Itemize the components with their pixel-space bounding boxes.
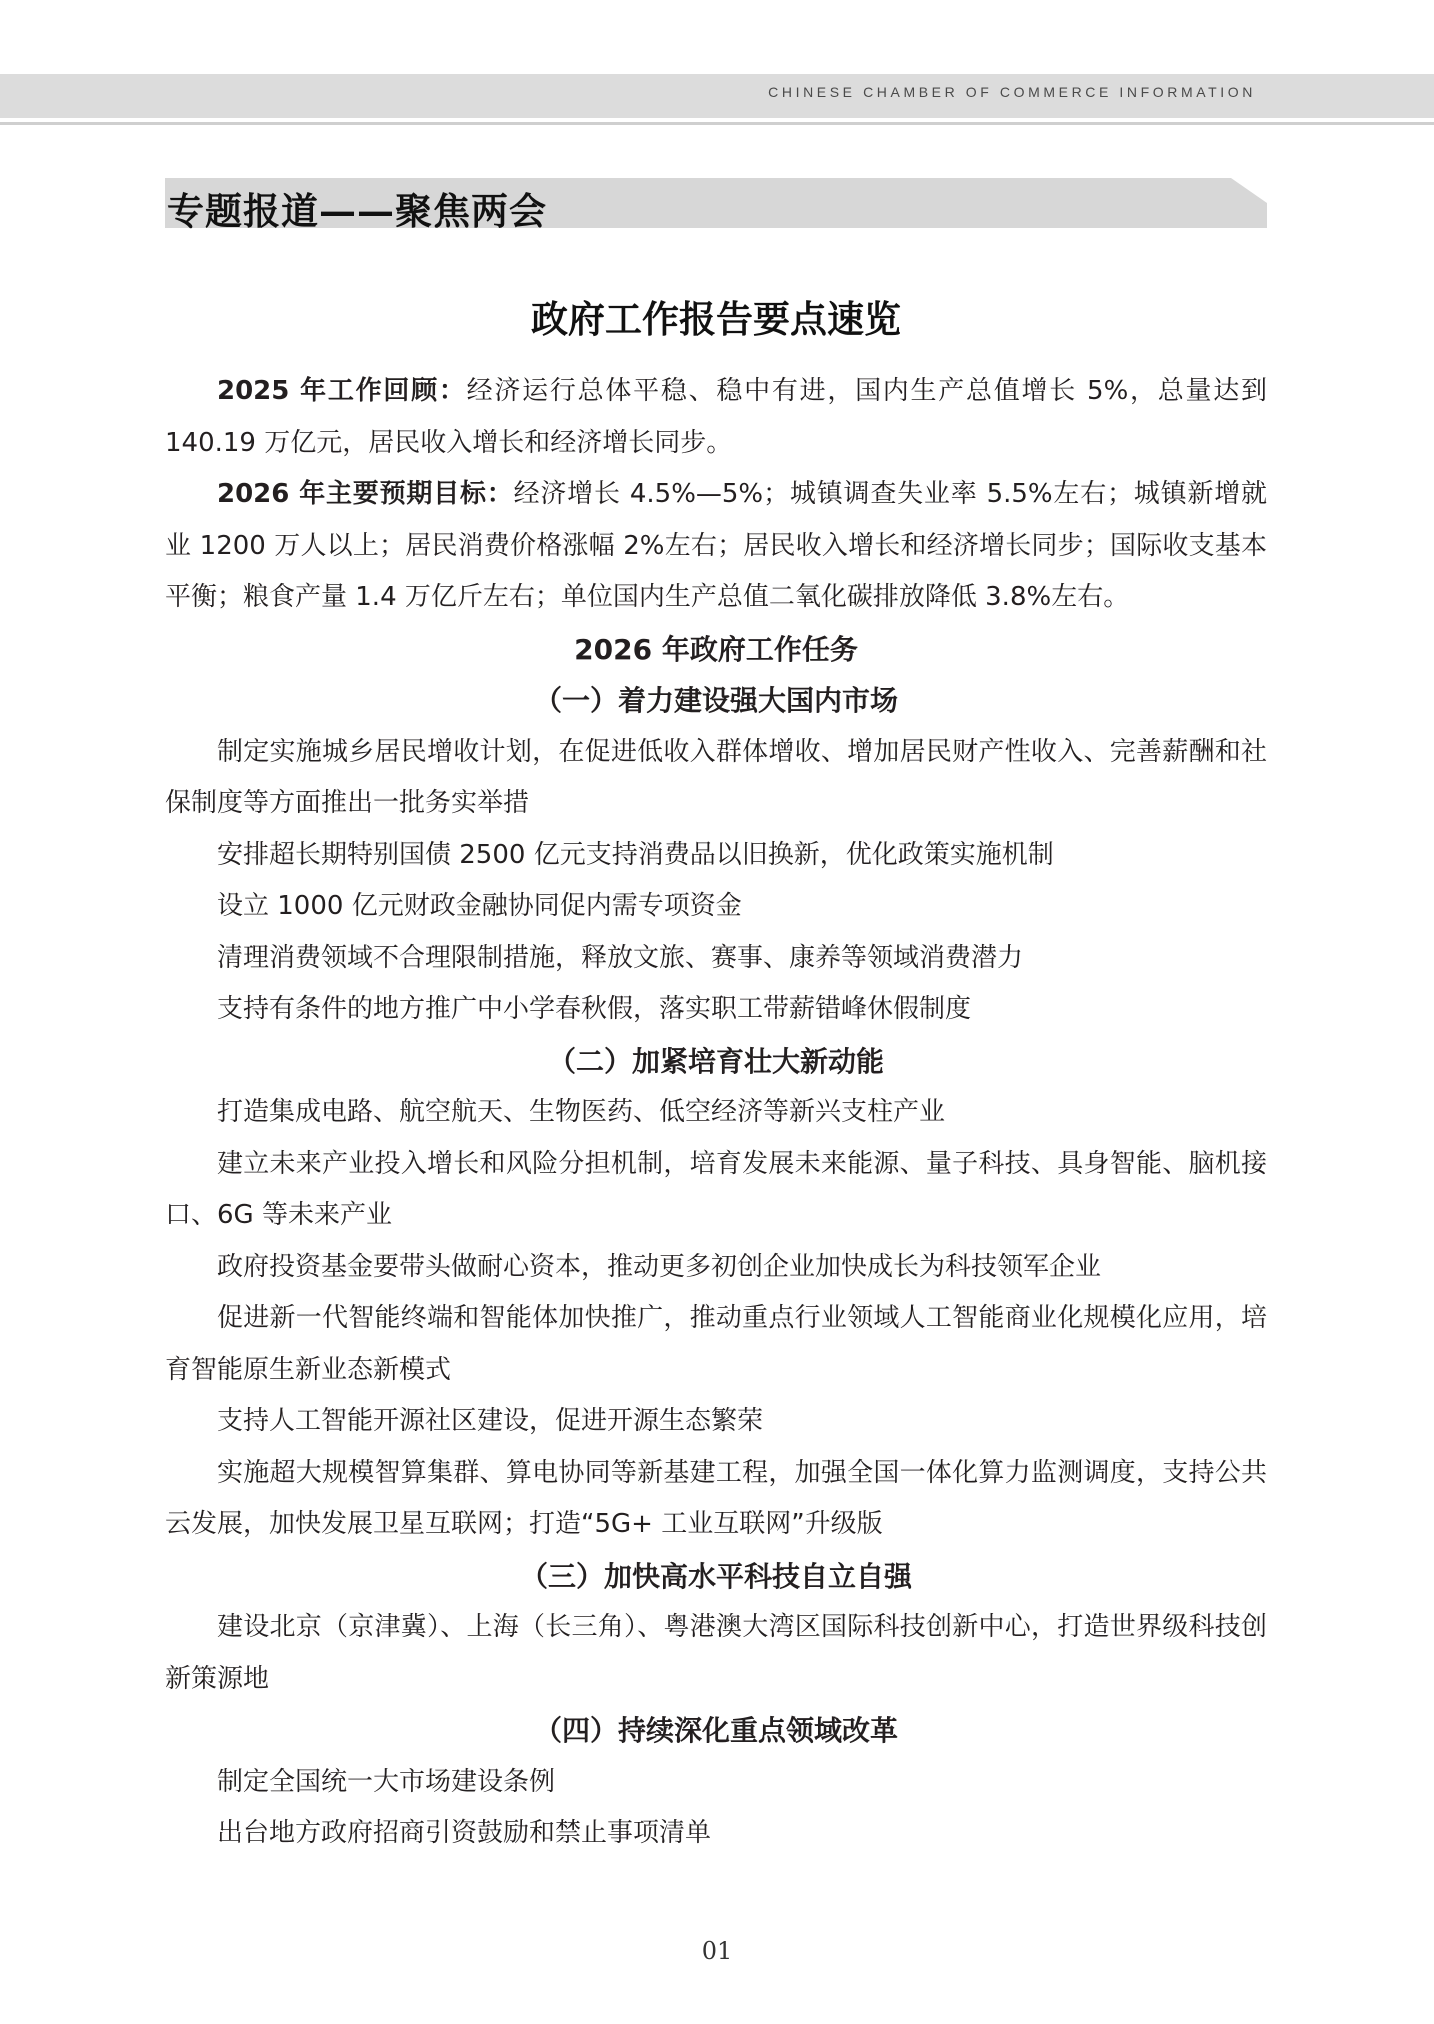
list-item: 安排超长期特别国债 2500 亿元支持消费品以旧换新，优化政策实施机制 [217, 839, 1054, 870]
list-item: 制定实施城乡居民增收计划，在促进低收入群体增收、增加居民财产性收入、完善薪酬和社保制度等方面推出一批务实举措 [165, 736, 1267, 818]
review-label: 2025 年工作回顾： [217, 376, 467, 406]
list-item: 支持有条件的地方推广中小学春秋假，落实职工带薪错峰休假制度 [217, 994, 972, 1024]
targets-paragraph [165, 469, 1267, 624]
section-1-list [165, 727, 1267, 1036]
list-item: 建设北京（京津冀）、上海（长三角）、粤港澳大湾区国际科技创新中心，打造世界级科技创新策源地 [165, 1612, 1267, 1694]
list-item: 打造集成电路、航空航天、生物医药、低空经济等新兴支柱产业 [217, 1097, 946, 1127]
review-paragraph [165, 366, 1267, 469]
list-item: 实施超大规模智算集群、算电协同等新基建工程，加强全国一体化算力监测调度，支持公共云发展，加快发展卫星互联网；打造“5G+ 工业互联网”升级版 [165, 1457, 1267, 1539]
article-title: 政府工作报告要点速览 [531, 298, 901, 341]
article [165, 290, 1267, 1860]
section-2-list [165, 1087, 1267, 1551]
section-heading-2: （二）加紧培育壮大新动能 [547, 1044, 884, 1078]
section-3-list [165, 1602, 1267, 1705]
list-item: 设立 1000 亿元财政金融协同促内需专项资金 [217, 891, 742, 921]
section-heading-1: （一）着力建设强大国内市场 [533, 684, 898, 717]
section-heading-3: （三）加快高水平科技自立自强 [519, 1559, 912, 1593]
review-text: 经济运行总体平稳、稳中有进，国内生产总值增长 5%，总量达到 140.19 万亿元，居民收入增长和经济增长同步。 [165, 376, 1268, 458]
tasks-title: 2026 年政府工作任务 [574, 632, 858, 666]
list-item: 支持人工智能开源社区建设，促进开源生态繁荣 [217, 1406, 764, 1436]
list-item: 政府投资基金要带头做耐心资本，推动更多初创企业加快成长为科技领军企业 [217, 1251, 1102, 1282]
list-item: 建立未来产业投入增长和风险分担机制，培育发展未来能源、量子科技、具身智能、脑机接口、6G 等未来产业 [165, 1148, 1267, 1230]
page-number: 01 [701, 1937, 733, 1965]
section-title: 专题报道——聚焦两会 [167, 189, 547, 233]
targets-label: 2026 年主要预期目标： [217, 479, 514, 509]
section-heading-4: （四）持续深化重点领域改革 [533, 1714, 898, 1747]
publication-name: CHINESE CHAMBER OF COMMERCE INFORMATION [768, 84, 1256, 100]
list-item: 清理消费领域不合理限制措施，释放文旅、赛事、康养等领域消费潜力 [217, 942, 1024, 973]
section-4-list [165, 1757, 1267, 1860]
list-item: 制定全国统一大市场建设条例 [217, 1766, 556, 1797]
targets-text: 经济增长 4.5%—5%；城镇调查失业率 5.5%左右；城镇新增就业 1200 万人以上；居民消费价格涨幅 2%左右；居民收入增长和经济增长同步；国际收支基本平衡；粮食产量 1.4 万亿斤左右；单位国内生产总值二氧化碳排放降低 3.8%左右。 [165, 479, 1267, 612]
list-item: 出台地方政府招商引资鼓励和禁止事项清单 [217, 1818, 712, 1848]
list-item: 促进新一代智能终端和智能体加快推广，推动重点行业领域人工智能商业化规模化应用，培育智能原生新业态新模式 [165, 1303, 1267, 1385]
header-rule [0, 122, 1434, 125]
